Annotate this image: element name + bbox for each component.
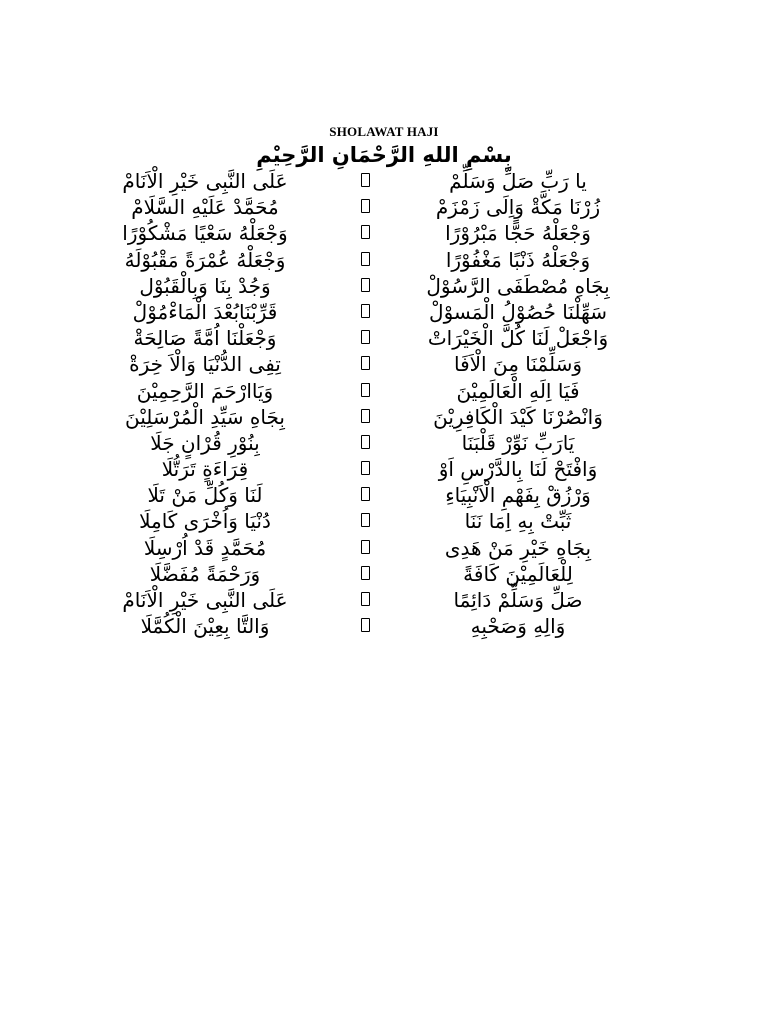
verse-row: [0, 535, 768, 561]
basmala-heading: بِسْمِ اللهِ الرَّحْمَانِ الرَّحِيْمِ: [256, 143, 512, 167]
verse-second-half: وَجُدْ بِنَا وَبِالْقَبُوْل: [139, 273, 271, 298]
verse-row: [0, 351, 768, 377]
missing-glyph-box-icon: [361, 199, 370, 213]
missing-glyph-box-icon: [361, 540, 370, 554]
verse-second-half: وَالتَّا بِعِيْنَ الْكُمَّلَا: [140, 614, 270, 639]
verse-row: [0, 613, 768, 639]
verse-second-half: دُنْيَا وَاُخْرَى كَامِلَا: [139, 509, 271, 534]
missing-glyph-box-icon: [361, 487, 370, 501]
missing-glyph-box-icon: [361, 304, 370, 318]
verse-first-half: وَرْزُقْ بِفَهْمِ الْاَنْبِيَاءِ: [445, 483, 591, 508]
verse-second-half: وَجْعَلْهُ سَعْيًا مَشْكُوْرًا: [122, 221, 288, 246]
missing-glyph-box-icon: [361, 409, 370, 423]
verse-first-half: وَانْصُرْنَا كَيْدَ الْكَافِرِيْنَ: [433, 404, 603, 429]
verse-first-half: زُرْنَا مَكَّةْ وَاِلَى زَمْزَمْ: [435, 195, 601, 220]
missing-glyph-box-icon: [361, 513, 370, 527]
verse-second-half: قَرِّبْنَابُعْدَ الْمَاءْمُوْلْ: [132, 299, 278, 324]
verse-second-half: وَجْعَلْهُ عُمْرَةً مَقْبُوْلَهُ: [124, 247, 286, 272]
verse-first-half: لِلْعَالَمِيْنَ كَافَةً: [463, 561, 573, 586]
missing-glyph-box-icon: [361, 330, 370, 344]
missing-glyph-box-icon: [361, 435, 370, 449]
verse-first-half: يا رَبِّ صَلِّ وَسَلِّمْ: [449, 169, 587, 193]
verse-first-half: وَجْعَلْهُ ذَنْبًا مَغْفُوْرًا: [445, 247, 591, 272]
missing-glyph-box-icon: [361, 383, 370, 397]
verse-second-half: وَجْعَلْنَا اُمَّةً صَالِحَةْ: [133, 326, 277, 351]
missing-glyph-box-icon: [361, 461, 370, 475]
verse-second-half: مُحَمَّدْ عَلَيْهِ السَّلَامْ: [131, 195, 279, 220]
verse-first-half: ثَبِّتْ بِهِ اِمَا نَنَا: [464, 509, 572, 534]
verse-row: [0, 404, 768, 430]
missing-glyph-box-icon: [361, 278, 370, 292]
verse-row: [0, 430, 768, 456]
missing-glyph-box-icon: [361, 356, 370, 370]
verse-row: [0, 194, 768, 220]
verse-first-half: يَارَبِّ نَوِّرْ قَلْبَنَا: [461, 430, 575, 455]
verse-second-half: تِفِى الدُّنْيَا وَالْاَ خِرَةْ: [129, 352, 281, 377]
verse-row: [0, 247, 768, 273]
missing-glyph-box-icon: [361, 225, 370, 239]
verse-first-half: بِجَاهِ مُصْطَفَى الرَّسُوْلْ: [426, 273, 610, 298]
verse-second-half: قِرَاءَةٍ تَرَتُّلَا: [161, 457, 249, 482]
verse-row: [0, 299, 768, 325]
verse-row: [0, 508, 768, 534]
verse-row: [0, 325, 768, 351]
verse-row: [0, 220, 768, 246]
verse-first-half: وَافْتَحْ لَنَا بِالدَّرْسِ اَوْ: [438, 457, 598, 482]
verse-second-half: مُحَمَّدٍ قَدْ اُرْسِلَا: [143, 535, 267, 560]
verse-first-half: وَالِهِ وَصَحْبِهِ: [470, 614, 566, 639]
verse-row: [0, 168, 768, 194]
verse-first-half: سَهِّلْنَا حُصُوْلُ الْمَسوْلْ: [429, 299, 607, 324]
verse-row: [0, 456, 768, 482]
verse-first-half: وَاجْعَلْ لَنَا كُلَّ الْخَيْرَاتْ: [427, 326, 609, 351]
sholawat-verse-table: [0, 168, 768, 639]
verse-row: [0, 561, 768, 587]
missing-glyph-box-icon: [361, 618, 370, 632]
verse-second-half: وَرَحْمَةً مُفَضَّلَا: [149, 561, 261, 586]
verse-second-half: وَيَاارْحَمَ الرَّحِمِيْنَ: [136, 378, 274, 403]
verse-row: [0, 378, 768, 404]
verse-row: [0, 482, 768, 508]
verse-second-half: لَنَا وَكُلِّ مَنْ تَلَا: [147, 483, 263, 508]
verse-first-half: وَجْعَلْهُ حَجًّا مَبْرُوْرًا: [445, 221, 591, 246]
verse-first-half: بِجَاهِ خَيْرِ مَنْ هَدِى: [444, 535, 592, 560]
verse-row: [0, 273, 768, 299]
verse-second-half: عَلَى النَّبِى خَيْرِ الْاَنَامْ: [122, 169, 288, 193]
missing-glyph-box-icon: [361, 173, 370, 187]
verse-first-half: صَلِّ وَسَلِّمْ دَائِمًا: [453, 588, 583, 612]
missing-glyph-box-icon: [361, 252, 370, 266]
verse-first-half: فَيَا اِلَهِ الْعَالَمِيْنَ: [456, 378, 580, 403]
verse-row: [0, 587, 768, 613]
missing-glyph-box-icon: [361, 566, 370, 580]
verse-second-half: بِنُوْرِ قُرْانٍ جَلَا: [150, 430, 260, 455]
missing-glyph-box-icon: [361, 592, 370, 606]
verse-second-half: بِجَاهِ سَيِّدِ الْمُرْسَلِيْنَ: [125, 404, 285, 429]
verse-second-half: عَلَى النَّبِى خَيْرِ الْاَنَامْ: [122, 588, 288, 612]
document-title: SHOLAWAT HAJI: [329, 124, 439, 139]
verse-first-half: وَسَلِّمْنَا مِنَ الْاَفَا: [454, 352, 582, 377]
